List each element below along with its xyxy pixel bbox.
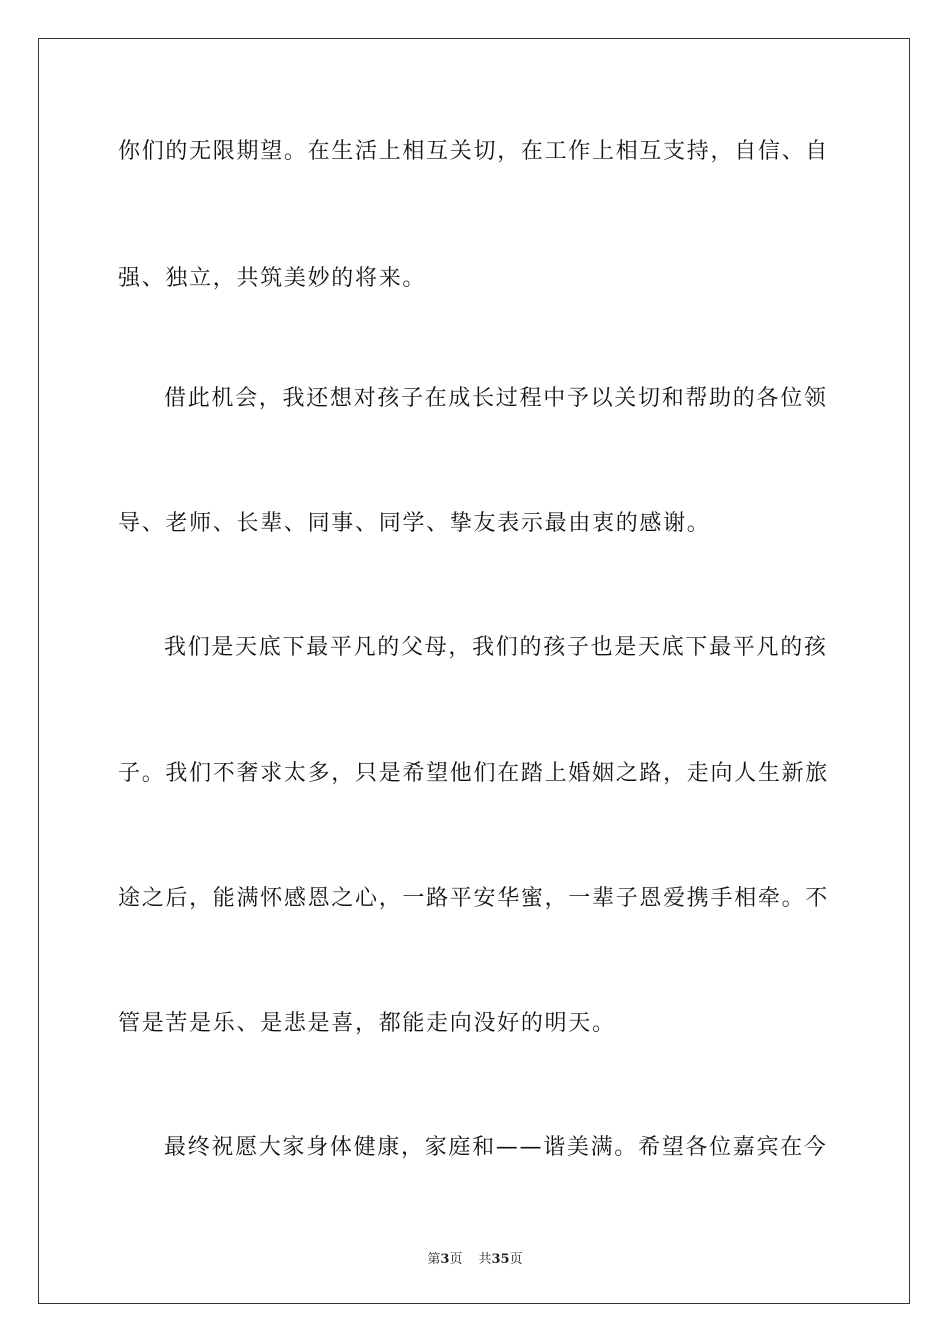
text-line-6: 子。我们不奢求太多，只是希望他们在踏上婚姻之路，走向人生新旅 xyxy=(118,761,830,786)
page-footer xyxy=(0,1248,950,1267)
total-prefix: 共 xyxy=(478,1252,492,1267)
text-line-1: 你们的无限期望。在生活上相互关切，在工作上相互支持，自信、自 xyxy=(118,139,830,164)
text-line-7: 途之后，能满怀感恩之心，一路平安华蜜，一辈子恩爱携手相牵。不 xyxy=(118,886,830,911)
page-prefix: 第 xyxy=(427,1252,441,1267)
text-line-8: 管是苦是乐、是悲是喜，都能走向没好的明天。 xyxy=(118,1011,616,1036)
text-line-3: 借此机会，我还想对孩子在成长过程中予以关切和帮助的各位领 xyxy=(164,386,828,411)
text-line-5: 我们是天底下最平凡的父母，我们的孩子也是天底下最平凡的孩 xyxy=(164,635,828,660)
text-line-9: 最终祝愿大家身体健康，家庭和——谐美满。希望各位嘉宾在今 xyxy=(164,1135,828,1160)
text-line-2: 强、独立，共筑美妙的将来。 xyxy=(118,266,427,291)
page-border xyxy=(38,38,910,1304)
page-number: 3 xyxy=(440,1252,450,1267)
total-pages: 35 xyxy=(491,1252,510,1267)
page-suffix: 页 xyxy=(449,1252,463,1267)
text-line-4: 导、老师、长辈、同事、同学、挚友表示最由衷的感谢。 xyxy=(118,511,711,536)
total-suffix: 页 xyxy=(509,1252,523,1267)
